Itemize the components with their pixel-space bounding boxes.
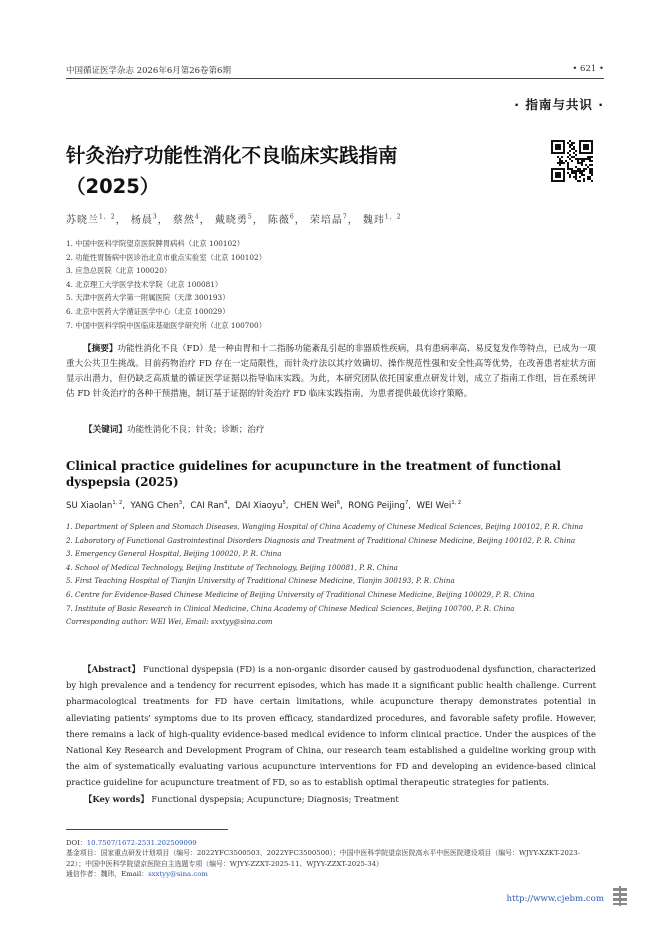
qr-code-icon [551,140,593,182]
corresponding-author-en: Corresponding author: WEI Wei, Email: sxxtyy@sina.com [66,617,273,627]
affiliation-en: 3. Emergency General Hospital, Beijing 100020, P. R. China [66,549,282,559]
journal-logo-icon [612,886,628,906]
author-cn-sup: 7 [342,213,348,221]
affiliation-cn: 3. 应急总医院（北京 100020） [66,266,172,276]
affiliation-cn: 5. 天津中医药大学第一附属医院（天津 300193） [66,293,230,303]
page-number: • 621 • [572,64,604,74]
funding-note: 基金项目：国家重点研发计划项目（编号：2022YFC3500503、2022YFC3500500）；中国中医科学院望京医院高水平中医医院建设项目（编号：WJYY-XZKT-2023-22）；中国中医科学院望京医院自主选题专项（编号：WJYY-ZZXT-2025-11、WJYY-ZZXT-2025-34） [66,849,580,868]
author-cn: 魏玮 [362,215,385,226]
author-cn-sup: 1，2 [384,213,402,221]
header-divider [66,78,604,79]
doi-label: DOI： [66,839,87,847]
affiliation-en: 6. Centre for Evidence-Based Chinese Medicine of Beijing University of Traditional Chinese Medicine, Beijing 100029, P. R. China [66,589,535,599]
keywords-english [84,793,399,805]
author-en: YANG Chen [130,500,179,511]
affiliation-cn: 4. 北京理工大学医学技术学院（北京 100081） [66,279,223,289]
title-chinese-line-2: （2025） [66,175,160,198]
author-cn-sup: 6 [289,213,295,221]
author-cn-sup: 5 [247,213,253,221]
journal-header: 中国循证医学杂志 2026年6月第26卷第6期 [66,66,231,76]
corresponding-label: 通信作者：魏玮，Email： [66,870,149,879]
author-cn: 蔡然 [172,215,195,226]
affiliation-en: 4. School of Medical Technology, Beijing Institute of Technology, Beijing 100081, P. R. China [66,562,398,572]
corresponding-email-link[interactable]: sxxtyy@sina.com [148,870,208,879]
author-en: CAI Ran [190,500,225,511]
title-english: Clinical practice guidelines for acupuncture in the treatment of functional dyspepsia (2025) [66,459,561,489]
author-en-sup: 1, 2 [112,500,123,506]
keywords-chinese [84,423,265,435]
author-en-sup: 1, 2 [451,500,462,506]
affiliation-en: 2. Laboratory of Functional Gastrointestinal Disorders Diagnosis and Treatment of Traditional Chinese Medicine, Beijing 100102, P. R. China [66,535,576,545]
author-en: WEI Wei [416,500,452,511]
doi-link[interactable]: 10.7507/1672-2531.202509099 [86,839,197,847]
author-cn: 杨晨 [130,215,153,226]
affiliation-en: 7. Institute of Basic Research in Clinical Medicine, China Academy of Chinese Medical Sciences, Beijing 100700, P. R. China [66,603,515,613]
corresponding-note [66,869,596,879]
abstract-english [66,661,596,791]
affiliation-en: 1. Department of Spleen and Stomach Diseases, Wangjing Hospital of China Academy of Chinese Medical Sciences, Beijing 100102, P. R. China [66,522,584,531]
authors-english: SU Xiaolan$^{1, 2}$, YANG Chen$^3$, CAI Ran$^4$, DAI Xiaoyu$^5$, CHEN Wei$^6$, RONG Peijing$^7$, WEI Wei$^{1, 2}$ [66,500,462,511]
footnotes [66,838,596,880]
affiliation-cn: 7. 中国中医科学院中医临床基础医学研究所（北京 100700） [66,320,266,330]
author-en-sup: 6 [336,500,340,506]
title-chinese-line-1: 针灸治疗功能性消化不良临床实践指南 [66,144,398,167]
keywords-cn-label: 【关键词】 [84,425,127,435]
author-cn: 荣培晶 [309,215,343,226]
keywords-en-label: 【Key words】 [84,794,149,804]
affiliations-chinese [66,237,266,332]
authors-chinese: 苏晓兰$^{1,2}$， 杨晨$^3$， 蔡然$^4$， 戴晓勇$^5$， 陈薇$^6$， 荣培晶$^7$， 魏玮$^{1,2}$ [66,213,402,226]
keywords-cn-text: 功能性消化不良；针灸；诊断；治疗 [126,425,265,435]
author-en-sup: 5 [282,500,286,506]
affiliation-cn: 2. 功能性胃肠病中医诊治北京市重点实验室（北京 100102） [66,252,266,262]
author-cn: 苏晓兰 [66,215,99,226]
author-en-sup: 4 [224,500,228,506]
affiliation-en: 5. First Teaching Hospital of Tianjin University of Traditional Chinese Medicine, Tianjin 300193, P. R. China [66,576,455,586]
author-cn: 陈薇 [267,215,290,226]
author-en: RONG Peijing [348,500,405,511]
author-en: SU Xiaolan [66,500,113,511]
doi-line [66,838,596,848]
affiliations-english [66,520,596,629]
author-en: CHEN Wei [293,500,337,511]
author-en: DAI Xiaoyu [235,500,283,511]
author-en-sup: 3 [178,500,183,506]
author-cn-sup: 3 [152,213,158,221]
abstract-en-label: 【Abstract】 [83,664,141,674]
abstract-cn-label: 【摘要】 [83,344,118,354]
author-cn: 戴晓勇 [214,215,248,226]
keywords-en-text: Functional dyspepsia; Acupuncture; Diagnosis; Treatment [151,794,399,804]
abstract-cn-text: 功能性消化不良（FD）是一种由胃和十二指肠功能紊乱引起的非器质性疾病，具有患病率高、易反复发作等特点，已成为一项重大公共卫生挑战。目前药物治疗 FD 存在一定局限性，而针灸疗法以其疗效确切、操作规范性强和安全性高等优势，在改善患者症状方面显示出潜力，但仍缺乏高质量的循证医学证据以指导临床实践。为此，本研究团队依托国家重点研发计划，成立了指南工作组，旨在系统评估 FD 针灸治疗的各种干预措施，制订基于证据的针灸治疗 FD 临床实践指南，为患者提供最优诊疗策略。 [66,344,596,399]
author-en-sup: 7 [404,500,409,506]
affiliation-cn: 6. 北京中医药大学循证医学中心（北京 100029） [66,306,230,316]
author-cn-sup: 1，2 [99,213,116,221]
section-label: · 指南与共识 · [514,97,604,112]
title-chinese [66,140,526,202]
author-cn-sup: 4 [194,213,200,221]
abstract-en-text: Functional dyspepsia (FD) is a non-organic disorder caused by gastroduodenal dysfunction, characterized by high prevalence and a tendency for recurrent episodes, which has made it a significant public health challenge. Current pharmacological treatments for FD have certain limitations, while acupuncture therapy demonstrates potential in alleviating patients' symptoms due to its proven efficacy, standardized procedures, and favorable safety profile. However, there remains a lack of high-quality evidence-based medical evidence to inform clinical practice. Under the auspices of the National Key Research and Development Program of China, our research team established a guideline working group with the aim of systematically evaluating various acupuncture interventions for FD and developing an evidence-based clinical practice guideline for acupuncture treatment of FD, so as to establish optimal therapeutic strategies for patients. [66,664,596,788]
affiliation-cn: 1. 中国中医科学院望京医院脾胃病科（北京 100102） [66,239,245,248]
footnote-divider [66,829,228,830]
footer-url-link[interactable]: http://www.cjebm.com [506,894,604,904]
abstract-chinese [66,342,596,402]
